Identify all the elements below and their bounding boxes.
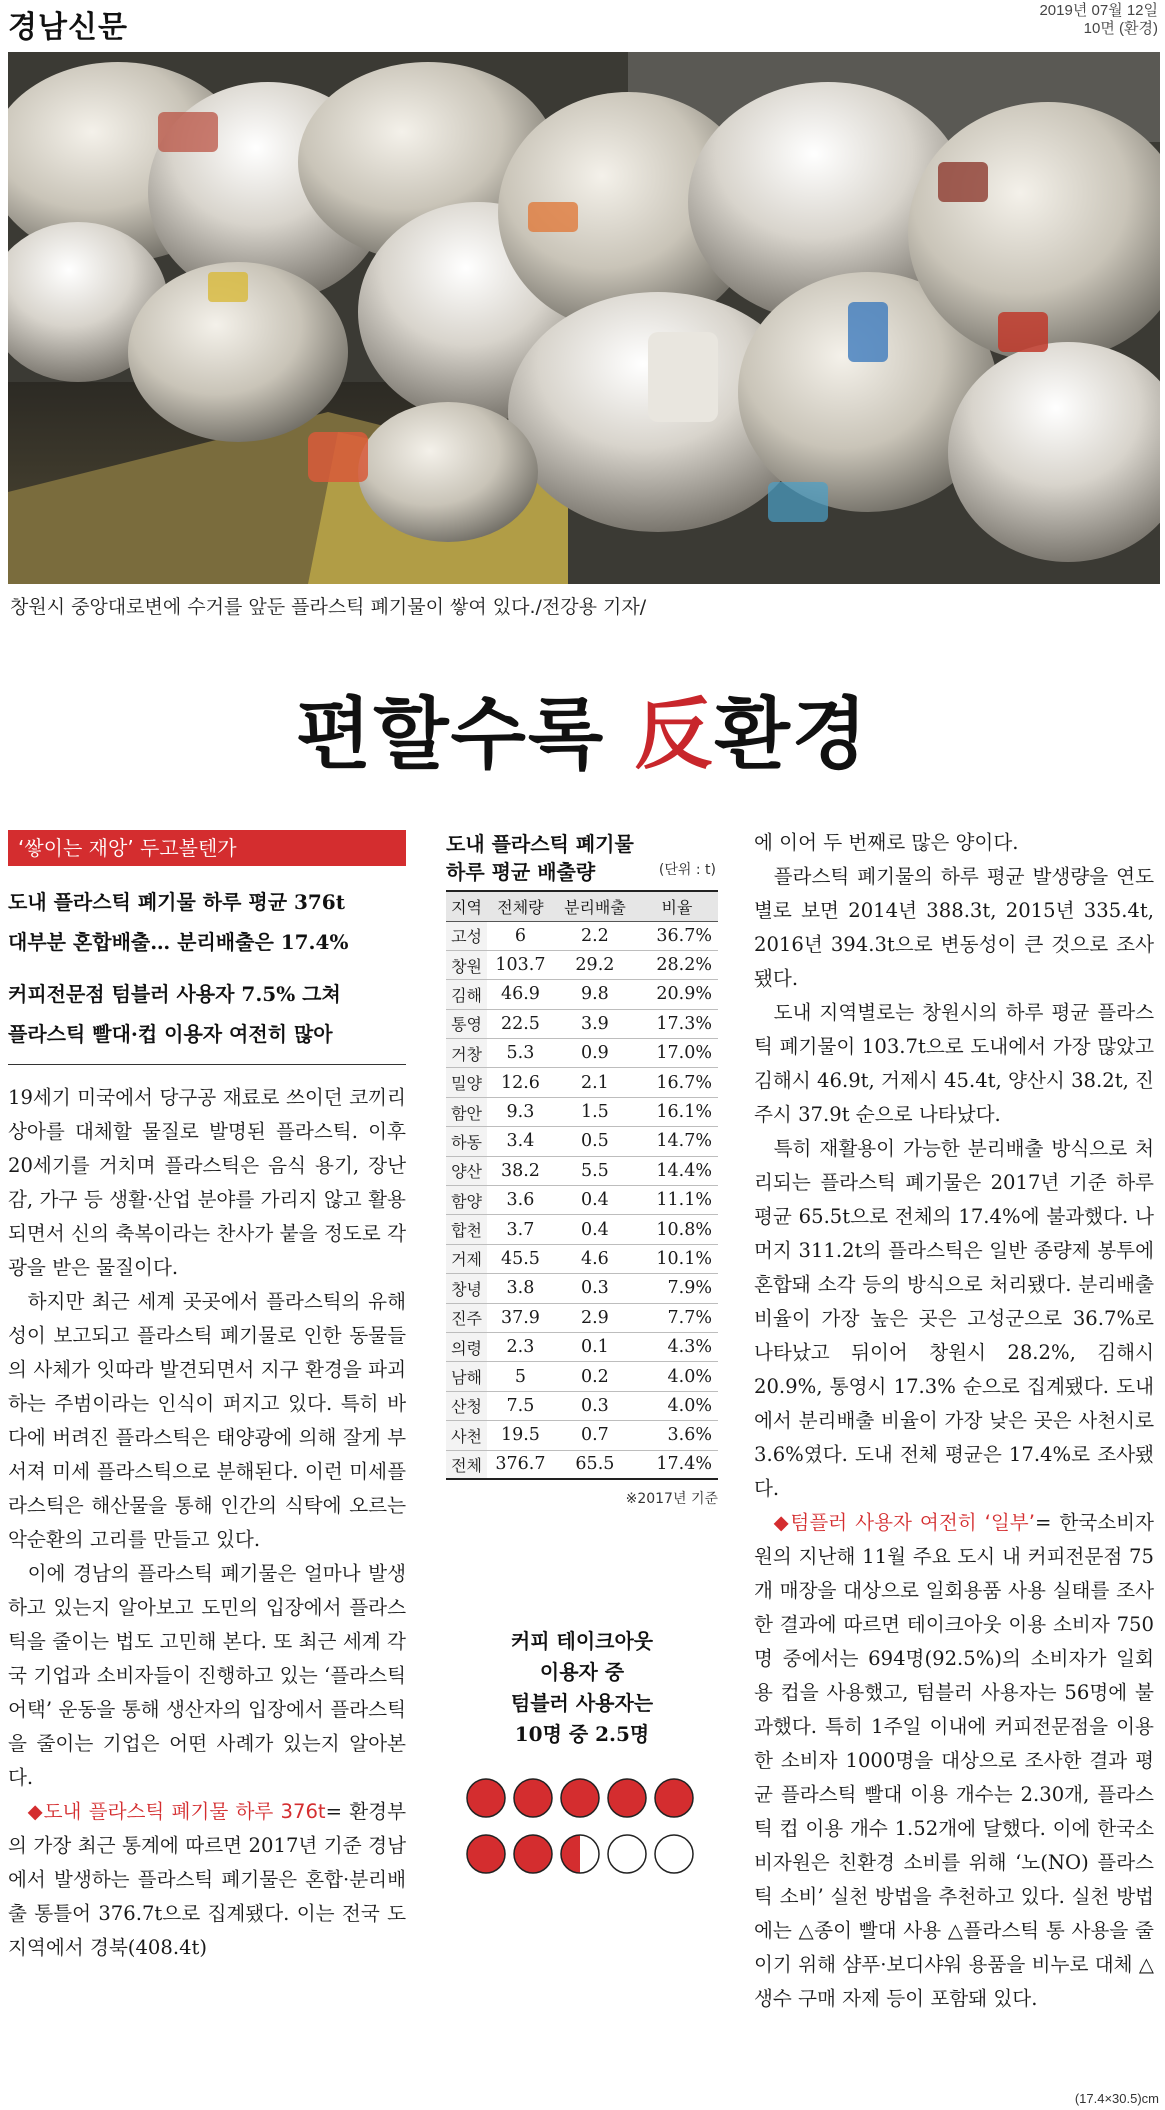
person-dot xyxy=(655,1835,693,1873)
table-cell: 2.2 xyxy=(554,921,636,950)
paragraph: 에 이어 두 번째로 많은 양이다. xyxy=(754,831,1019,854)
photo-caption: 창원시 중앙대로변에 수거를 앞둔 플라스틱 폐기물이 쌓여 있다./전강용 기자/ xyxy=(10,596,647,618)
table-cell: 14.4% xyxy=(636,1156,718,1185)
table-cell: 17.0% xyxy=(636,1039,718,1068)
table-cell: 9.8 xyxy=(554,980,636,1009)
table-cell: 29.2 xyxy=(554,950,636,979)
table-cell: 19.5 xyxy=(487,1421,554,1450)
table-row xyxy=(446,1362,718,1391)
table-cell: 5.3 xyxy=(487,1039,554,1068)
table-cell: 전체 xyxy=(446,1450,487,1479)
infographic-title-line: 이용자 중 xyxy=(539,1660,625,1684)
table-cell: 12.6 xyxy=(487,1068,554,1097)
table-cell: 38.2 xyxy=(487,1156,554,1185)
table-cell: 4.0% xyxy=(636,1362,718,1391)
table-cell: 창원 xyxy=(446,950,487,979)
table-cell: 의령 xyxy=(446,1332,487,1361)
table-cell: 고성 xyxy=(446,921,487,950)
table-row xyxy=(446,1274,718,1303)
table-cell: 함양 xyxy=(446,1186,487,1215)
table-cell: 0.7 xyxy=(554,1421,636,1450)
infographic-title-line: 10명 중 2.5명 xyxy=(514,1722,650,1746)
article-body-1 xyxy=(8,1081,406,1965)
table-cell: 진주 xyxy=(446,1303,487,1332)
plastic-waste-photo-illustration xyxy=(8,52,1160,584)
subhead-divider xyxy=(8,1064,406,1065)
table-row xyxy=(446,1039,718,1068)
subhead-line: 커피전문점 텀블러 사용자 7.5% 그쳐 xyxy=(8,982,341,1006)
table-cell: 28.2% xyxy=(636,950,718,979)
table-cell: 65.5 xyxy=(554,1450,636,1479)
person-dot xyxy=(561,1835,599,1873)
table-cell: 5.5 xyxy=(554,1156,636,1185)
table-cell: 17.4% xyxy=(636,1450,718,1479)
table-cell: 통영 xyxy=(446,1009,487,1038)
table-header: 전체량 xyxy=(487,891,554,921)
table-row xyxy=(446,1421,718,1450)
table-cell: 10.1% xyxy=(636,1244,718,1273)
person-dot xyxy=(608,1835,646,1873)
table-cell: 9.3 xyxy=(487,1097,554,1126)
paragraph: 19세기 미국에서 당구공 재료로 쓰이던 코끼리 상아를 대체할 물질로 발명된 플라스틱. 이후 20세기를 거치며 플라스틱은 음식 용기, 장난감, 가구 등 생활·산업 분야를 가리지 않고 활용되면서 신의 축복이라는 찬사가 붙을 정도로 각광을 받은 물질이다. xyxy=(8,1086,406,1279)
person-dot xyxy=(467,1835,505,1873)
headline-part-2: 反 xyxy=(634,689,715,780)
table-row xyxy=(446,1215,718,1244)
table-cell: 밀양 xyxy=(446,1068,487,1097)
table-header: 지역 xyxy=(446,891,487,921)
person-dot xyxy=(467,1779,505,1817)
table-note: ※2017년 기준 xyxy=(625,1491,718,1508)
person-dot xyxy=(561,1779,599,1817)
table-cell: 37.9 xyxy=(487,1303,554,1332)
headline-part-1: 편할수록 xyxy=(295,689,635,780)
table-row xyxy=(446,1068,718,1097)
table-cell: 5 xyxy=(487,1362,554,1391)
table-cell: 36.7% xyxy=(636,921,718,950)
table-row xyxy=(446,1009,718,1038)
paragraph: 도내 지역별로는 창원시의 하루 평균 플라스틱 폐기물이 103.7t으로 도내에서 가장 많았고 김해시 46.9t, 거제시 45.4t, 양산시 38.2t, 진주시 37.9t 순으로 나타났다. xyxy=(754,1001,1154,1126)
table-cell: 1.5 xyxy=(554,1097,636,1126)
paragraph: 플라스틱 폐기물의 하루 평균 발생량을 연도별로 보면 2014년 388.3t, 2015년 335.4t, 2016년 394.3t으로 변동성이 큰 것으로 조사됐다. xyxy=(754,865,1154,990)
subhead-line: 도내 플라스틱 폐기물 하루 평균 376t xyxy=(8,890,345,914)
infographic-title-line: 커피 테이크아웃 xyxy=(510,1629,654,1653)
table-cell: 0.5 xyxy=(554,1127,636,1156)
table-cell: 46.9 xyxy=(487,980,554,1009)
table-cell: 거창 xyxy=(446,1039,487,1068)
table-row xyxy=(446,1332,718,1361)
publish-date: 2019년 07월 12일 xyxy=(1039,2,1158,19)
table-row xyxy=(446,980,718,1009)
table-row xyxy=(446,950,718,979)
masthead xyxy=(4,0,1164,48)
table-cell: 45.5 xyxy=(487,1244,554,1273)
table-row xyxy=(446,1303,718,1332)
subhead-group-2 xyxy=(8,974,406,1054)
series-kicker: ‘쌓이는 재앙’ 두고볼텐가 xyxy=(8,830,406,866)
paragraph: 이에 경남의 플라스틱 폐기물은 얼마나 발생하고 있는지 알아보고 도민의 입장에서 플라스틱을 줄이는 법도 고민해 본다. 또 최근 세계 각국 기업과 소비자들이 진행하고 있는 ‘플라스틱 어택’ 운동을 통해 생산자의 입장에서 플라스틱을 줄이는 기업은 어떤 사례가 있는지 알아본다. xyxy=(8,1562,406,1789)
section-text-1: = 환경부의 가장 최근 통계에 따르면 2017년 기준 경남에서 발생하는 플라스틱 폐기물은 혼합·분리배출 통틀어 376.7t으로 집계됐다. 이는 전국 도 지역에서 경북(408.4t) xyxy=(8,1800,407,1959)
table-cell: 0.4 xyxy=(554,1186,636,1215)
table-cell: 3.6% xyxy=(636,1421,718,1450)
table-cell: 7.5 xyxy=(487,1391,554,1420)
table-cell: 양산 xyxy=(446,1156,487,1185)
table-cell: 7.7% xyxy=(636,1303,718,1332)
table-cell: 6 xyxy=(487,921,554,950)
article-body-3 xyxy=(754,826,1154,2016)
table-cell: 0.4 xyxy=(554,1215,636,1244)
person-dots xyxy=(446,1774,718,1878)
table-cell: 하동 xyxy=(446,1127,487,1156)
table-cell: 22.5 xyxy=(487,1009,554,1038)
person-dot xyxy=(514,1779,552,1817)
subhead-group-1 xyxy=(8,882,406,962)
infographic-title xyxy=(446,1626,718,1750)
person-dot xyxy=(514,1835,552,1873)
subhead-line: 플라스틱 빨대·컵 이용자 여전히 많아 xyxy=(8,1022,333,1046)
table-cell: 함안 xyxy=(446,1097,487,1126)
news-photo xyxy=(8,52,1160,584)
page-section: 10면 (환경) xyxy=(1083,20,1158,37)
article-column-3 xyxy=(754,826,1154,2016)
table-cell: 3.7 xyxy=(487,1215,554,1244)
table-row xyxy=(446,921,718,950)
table-unit: (단위 : t) xyxy=(658,862,716,878)
person-dot xyxy=(655,1779,693,1817)
newspaper-brand: 경남신문 xyxy=(8,10,128,45)
table-cell: 17.3% xyxy=(636,1009,718,1038)
table-row xyxy=(446,1127,718,1156)
size-footnote: (17.4×30.5)cm xyxy=(1074,2091,1159,2106)
table-cell: 16.1% xyxy=(636,1097,718,1126)
subhead-line: 대부분 혼합배출… 분리배출은 17.4% xyxy=(8,930,349,954)
table-cell: 사천 xyxy=(446,1421,487,1450)
table-row xyxy=(446,1450,718,1479)
infographic-title-line: 텀블러 사용자는 xyxy=(510,1691,654,1715)
tumbler-infographic xyxy=(446,1626,718,1878)
table-cell: 16.7% xyxy=(636,1068,718,1097)
section-marker-2: ◆텀플러 사용자 여전히 ‘일부’ xyxy=(773,1511,1035,1534)
table-cell: 0.3 xyxy=(554,1274,636,1303)
person-dot-grid xyxy=(464,1774,700,1878)
table-cell: 3.9 xyxy=(554,1009,636,1038)
table-cell: 14.7% xyxy=(636,1127,718,1156)
table-cell: 합천 xyxy=(446,1215,487,1244)
table-body xyxy=(446,921,718,1479)
table-cell: 7.9% xyxy=(636,1274,718,1303)
table-cell: 4.0% xyxy=(636,1391,718,1420)
dateline xyxy=(1039,2,1158,38)
table-cell: 4.3% xyxy=(636,1332,718,1361)
table-cell: 4.6 xyxy=(554,1244,636,1273)
table-cell: 3.4 xyxy=(487,1127,554,1156)
table-row xyxy=(446,1391,718,1420)
table-cell: 10.8% xyxy=(636,1215,718,1244)
table-header: 비율 xyxy=(636,891,718,921)
plastic-waste-table xyxy=(446,890,718,1480)
table-cell: 0.9 xyxy=(554,1039,636,1068)
table-cell: 0.1 xyxy=(554,1332,636,1361)
table-cell: 0.2 xyxy=(554,1362,636,1391)
table-cell: 0.3 xyxy=(554,1391,636,1420)
table-row xyxy=(446,1156,718,1185)
table-cell: 3.6 xyxy=(487,1186,554,1215)
headline-part-3: 환경 xyxy=(714,689,870,780)
table-cell: 김해 xyxy=(446,980,487,1009)
table-row xyxy=(446,1244,718,1273)
section-marker-1: ◆도내 플라스틱 폐기물 하루 376t xyxy=(27,1800,326,1823)
table-title-line-1: 도내 플라스틱 폐기물 xyxy=(446,832,634,856)
paragraph: 특히 재활용이 가능한 분리배출 방식으로 처리되는 플라스틱 폐기물은 2017년 기준 하루 평균 65.5t으로 전체의 17.4%에 불과했다. 나머지 311.2t의 플라스틱은 일반 종량제 봉투에 혼합돼 소각 등의 방식으로 처리됐다. 분리배출 비율이 가장 높은 곳은 고성군으로 36.7%로 나타났고 뒤이어 창원시 28.2%, 김해시 20.9%, 통영시 17.3% 순으로 집계됐다. 도내에서 분리배출 비율이 가장 낮은 곳은 사천시로 3.6%였다. 도내 전체 평균은 17.4%로 조사됐다. xyxy=(754,1137,1154,1500)
table-title xyxy=(446,830,718,886)
table-row xyxy=(446,1097,718,1126)
paragraph xyxy=(8,1795,406,1965)
table-cell: 산청 xyxy=(446,1391,487,1420)
main-headline xyxy=(0,672,1165,784)
table-cell: 거제 xyxy=(446,1244,487,1273)
table-cell: 3.8 xyxy=(487,1274,554,1303)
table-title-line-2: 하루 평균 배출량 xyxy=(446,860,596,884)
table-cell: 창녕 xyxy=(446,1274,487,1303)
table-cell: 11.1% xyxy=(636,1186,718,1215)
table-cell: 103.7 xyxy=(487,950,554,979)
table-column xyxy=(446,830,718,1508)
table-cell: 2.9 xyxy=(554,1303,636,1332)
table-cell: 2.1 xyxy=(554,1068,636,1097)
table-cell: 376.7 xyxy=(487,1450,554,1479)
paragraph: 하지만 최근 세계 곳곳에서 플라스틱의 유해성이 보고되고 플라스틱 폐기물로 인한 동물들의 사체가 잇따라 발견되면서 지구 환경을 파괴하는 주범이라는 인식이 퍼지고 있다. 특히 바다에 버려진 플라스틱은 태양광에 의해 잘게 부서져 미세 플라스틱으로 분해된다. 이런 미세플라스틱은 해산물을 통해 인간의 식탁에 오르는 악순환의 고리를 만들고 있다. xyxy=(8,1290,406,1551)
article-column-1 xyxy=(8,830,406,1965)
table-cell: 2.3 xyxy=(487,1332,554,1361)
person-dot xyxy=(608,1779,646,1817)
table-cell: 남해 xyxy=(446,1362,487,1391)
section-text-2: = 한국소비자원의 지난해 11월 주요 도시 내 커피전문점 75개 매장을 대상으로 일회용품 사용 실태를 조사한 결과에 따르면 테이크아웃 이용 소비자 750명 중에서는 694명(92.5%)의 소비자가 일회용 컵을 사용했고, 텀블러 사용자는 56명에 불과했다. 특히 1주일 이내에 커피전문점을 이용한 소비자 1000명을 대상으로 조사한 결과 평균 플라스틱 빨대 이용 개수는 2.30개, 플라스틱 컵 이용 개수 1.52개에 달했다. 이에 한국소비자원은 친환경 소비를 위해 ‘노(NO) 플라스틱 소비’ 실천 방법을 추천하고 있다. 실천 방법에는 △종이 빨대 사용 △플라스틱 통 사용을 줄이기 위해 샴푸·보디샤워 용품을 비누로 대체 △생수 구매 자제 등이 포함돼 있다. xyxy=(754,1511,1154,2010)
table-cell: 20.9% xyxy=(636,980,718,1009)
table-header: 분리배출 xyxy=(554,891,636,921)
table-row xyxy=(446,1186,718,1215)
paragraph xyxy=(754,1506,1154,2016)
table-header-row xyxy=(446,891,718,921)
